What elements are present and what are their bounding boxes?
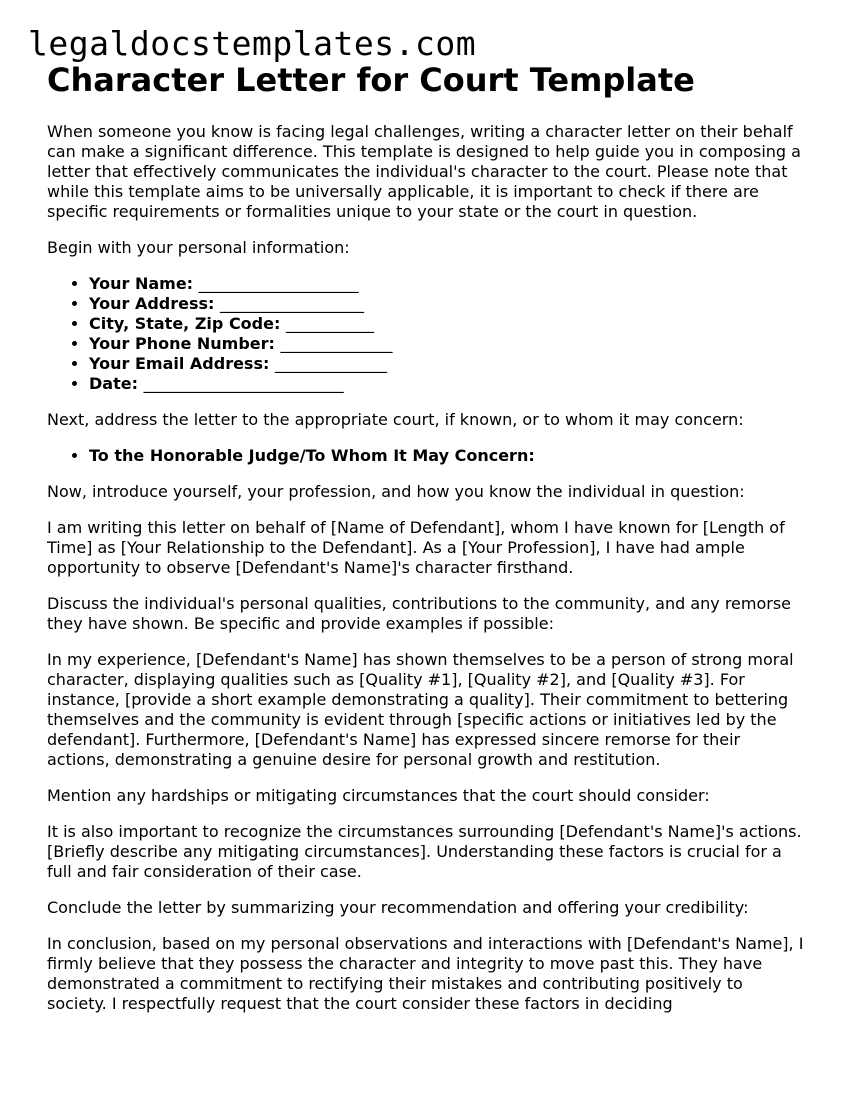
list-item [89, 334, 807, 354]
field-blank: ___________ [285, 314, 374, 333]
intro-paragraph: When someone you know is facing legal challenges, writing a character letter on their behalf can make a significant difference. This template is designed to help guide you in composing a letter that effectively communicates the individual's character to the court. Please note that while this template aims to be universally applicable, it is important to check if there are specific requirements or formalities unique to your state or the court in question. [47, 122, 801, 221]
conclusion-prompt: Conclude the letter by summarizing your recommendation and offering your credibility: [47, 898, 749, 917]
personal-info-prompt: Begin with your personal information: [47, 238, 350, 257]
field-label: Date: [89, 374, 138, 393]
field-blank: _________________________ [143, 374, 344, 393]
introduce-prompt: Now, introduce yourself, your profession, and how you know the individual in question: [47, 482, 745, 501]
salutation-list [47, 446, 807, 466]
document-body [47, 122, 807, 1030]
salutation: • To the Honorable Judge/To Whom It May Concern: [89, 446, 807, 466]
introduction-paragraph: I am writing this letter on behalf of [Name of Defendant], whom I have known for [Length of Time] as [Your Relationship to the Defendant]. As a [Your Profession], I have had ample opportunity to observe [Defendant's Name]'s character firsthand. [47, 518, 785, 577]
site-name: legaldocstemplates.com [28, 24, 477, 63]
list-item [89, 314, 807, 334]
page-title: Character Letter for Court Template [47, 61, 695, 99]
list-item [89, 354, 807, 374]
hardships-prompt: Mention any hardships or mitigating circumstances that the court should consider: [47, 786, 710, 805]
hardships-paragraph: It is also important to recognize the circumstances surrounding [Defendant's Name]'s actions. [Briefly describe any mitigating circumstances]. Understanding these factors is crucial for a full and fair consideration of their case. [47, 822, 802, 881]
field-label: Your Address: [89, 294, 215, 313]
list-item [89, 374, 807, 394]
list-item [89, 274, 807, 294]
qualities-prompt: Discuss the individual's personal qualities, contributions to the community, and any remorse they have shown. Be specific and provide examples if possible: [47, 594, 792, 633]
field-blank: ____________________ [198, 274, 359, 293]
field-label: City, State, Zip Code: [89, 314, 281, 333]
field-blank: ______________ [274, 354, 387, 373]
field-blank: ______________ [280, 334, 393, 353]
personal-info-list [47, 274, 807, 394]
field-label: Your Phone Number: [89, 334, 275, 353]
field-label: Your Name: [89, 274, 194, 293]
conclusion-paragraph: In conclusion, based on my personal observations and interactions with [Defendant's Name], I firmly believe that they possess the character and integrity to move past this. They have demonstrated a commitment to rectifying their mistakes and contributing positively to society. I respectfully request that the court consider these factors in deciding [47, 934, 804, 1013]
qualities-paragraph: In my experience, [Defendant's Name] has shown themselves to be a person of strong moral character, displaying qualities such as [Quality #1], [Quality #2], and [Quality #3]. For instance, [provide a short example demonstrating a quality]. Their commitment to bettering themselves and the community is evident through [specific actions or initiatives led by the defendant]. Furthermore, [Defendant's Name] has expressed sincere remorse for their actions, demonstrating a genuine desire for personal growth and restitution. [47, 650, 794, 769]
list-item [89, 294, 807, 314]
field-blank: __________________ [220, 294, 365, 313]
field-label: Your Email Address: [89, 354, 270, 373]
address-prompt: Next, address the letter to the appropriate court, if known, or to whom it may concern: [47, 410, 744, 429]
